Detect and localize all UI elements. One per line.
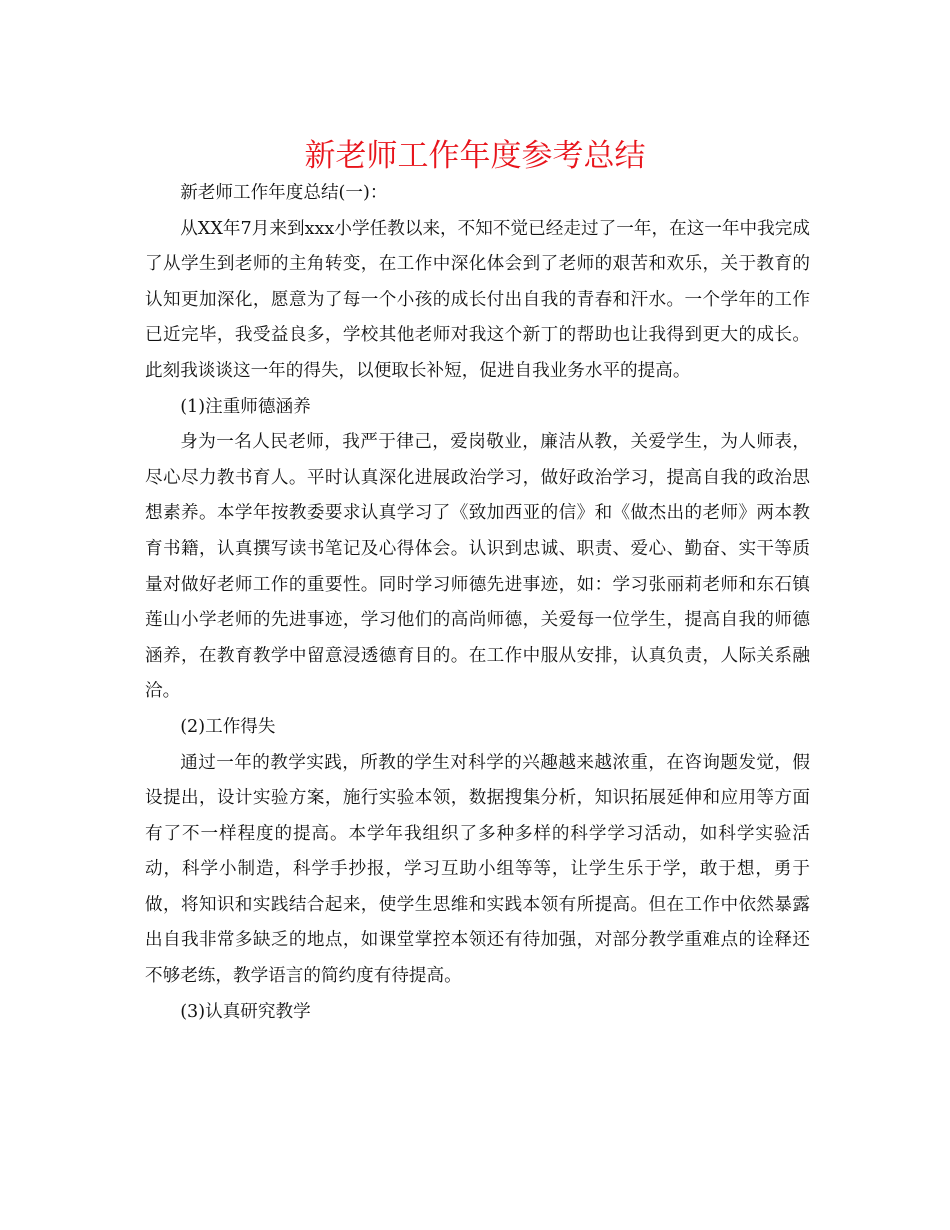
document-title: 新老师工作年度参考总结 xyxy=(304,138,646,174)
section-heading-gains-losses: (2)工作得失 xyxy=(180,716,276,737)
section-heading-teaching-research: (3)认真研究教学 xyxy=(180,1001,311,1022)
document-body xyxy=(145,176,810,1030)
paragraph-gains-losses: 通过一年的教学实践，所教的学生对科学的兴趣越来越浓重，在咨询题发觉，假设提出，设计实验方案，施行实验本领，数据搜集分析，知识拓展延伸和应用等方面有了不一样程度的提高。本学年我组织了多种多样的科学学习活动，如科学实验活动，科学小制造，科学手抄报，学习互助小组等等，让学生乐于学，敢于想，勇于做，将知识和实践结合起来，使学生思维和实践本领有所提高。但在工作中依然暴露出自我非常多缺乏的地点，如课堂掌控本领还有待加强，对部分教学重难点的诠释还不够老练，教学语言的简约度有待提高。 xyxy=(145,752,810,987)
paragraph-introduction: 从XX年7月来到xxx小学任教以来，不知不觉已经走过了一年，在这一年中我完成了从学生到老师的主角转变，在工作中深化体会到了老师的艰苦和欢乐，关于教育的认知更加深化，愿意为了每一个小孩的成长付出自我的青春和汗水。一个学年的工作已近完毕，我受益良多，学校其他老师对我这个新丁的帮助也让我得到更大的成长。此刻我谈谈这一年的得失，以便取长补短，促进自我业务水平的提高。 xyxy=(145,218,810,381)
paragraph-heading-part-one: 新老师工作年度总结(一)： xyxy=(180,183,388,203)
paragraph-ethics: 身为一名人民老师，我严于律己，爱岗敬业，廉洁从教，关爱学生，为人师表，尽心尽力教书育人。平时认真深化进展政治学习，做好政治学习，提高自我的政治思想素养。本学年按教委要求认真学习了《致加西亚的信》和《做杰出的老师》两本教育书籍，认真撰写读书笔记及心得体会。认识到忠诚、职责、爱心、勤奋、实干等质量对做好老师工作的重要性。同时学习师德先进事迹，如：学习张丽莉老师和东石镇莲山小学老师的先进事迹，学习他们的高尚师德，关爱每一位学生，提高自我的师德涵养，在教育教学中留意浸透德育目的。在工作中服从安排，认真负责，人际关系融洽。 xyxy=(145,432,810,702)
section-heading-ethics: (1)注重师德涵养 xyxy=(180,396,311,417)
